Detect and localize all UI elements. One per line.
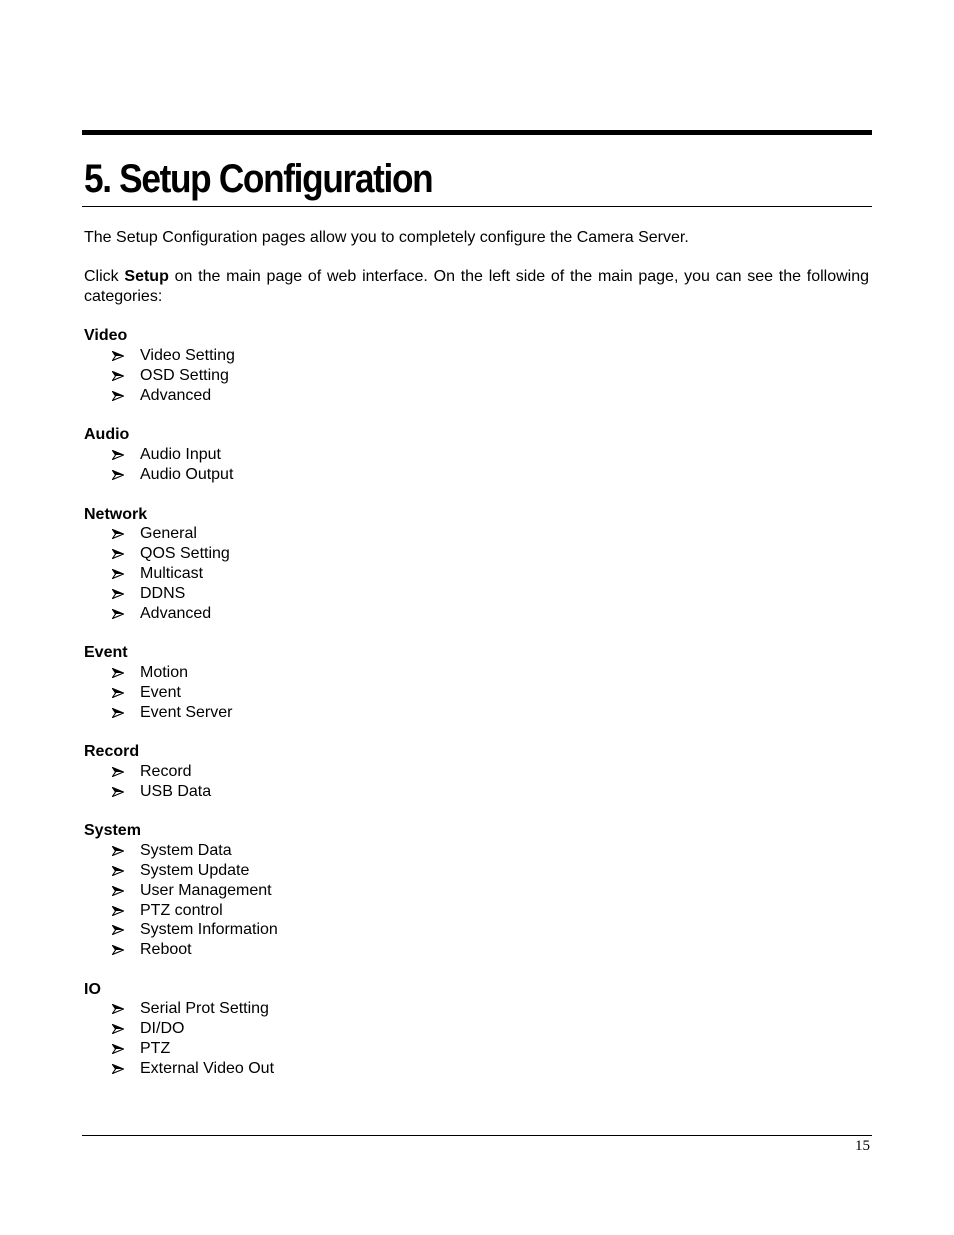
category-section	[84, 980, 869, 1079]
list-item	[84, 663, 869, 683]
list-item-label: User Management	[140, 881, 272, 899]
arrowhead-bullet-icon	[112, 940, 126, 960]
section-item-list	[84, 346, 869, 405]
list-item	[84, 683, 869, 703]
category-section	[84, 425, 869, 484]
section-item-list	[84, 999, 869, 1078]
arrowhead-bullet-icon	[112, 366, 126, 386]
arrowhead-bullet-icon	[112, 445, 126, 465]
list-item-label: External Video Out	[140, 1059, 275, 1077]
instructions-text-after: on the main page of web interface. On the left side of the main page, you can see the following categories:	[84, 268, 869, 306]
arrowhead-bullet-icon	[112, 564, 126, 584]
instructions-text-before: Click	[84, 268, 125, 286]
section-heading: Event	[84, 644, 128, 662]
list-item	[84, 445, 869, 465]
list-item-label: OSD Setting	[140, 366, 229, 384]
instructions-paragraph	[84, 267, 869, 307]
list-item	[84, 584, 869, 604]
list-item	[84, 386, 869, 406]
list-item-label: Advanced	[140, 604, 212, 622]
list-item	[84, 1059, 869, 1079]
arrowhead-bullet-icon	[112, 841, 126, 861]
arrowhead-bullet-icon	[112, 999, 126, 1019]
section-heading: System	[84, 822, 141, 840]
arrowhead-bullet-icon	[112, 663, 126, 683]
list-item	[84, 1019, 869, 1039]
list-item	[84, 524, 869, 544]
list-item	[84, 346, 869, 366]
list-item-label: Event Server	[140, 703, 233, 721]
setup-keyword: Setup	[124, 268, 169, 286]
list-item	[84, 604, 869, 624]
category-section	[84, 742, 869, 801]
arrowhead-bullet-icon	[112, 782, 126, 802]
list-item-label: USB Data	[140, 782, 212, 800]
list-item	[84, 841, 869, 861]
list-item	[84, 881, 869, 901]
list-item-label: DI/DO	[140, 1020, 185, 1038]
list-item-label: Audio Input	[140, 446, 221, 464]
list-item	[84, 999, 869, 1019]
top-rule	[82, 130, 872, 135]
list-item	[84, 901, 869, 921]
list-item	[84, 703, 869, 723]
section-item-list	[84, 445, 869, 485]
arrowhead-bullet-icon	[112, 901, 126, 921]
arrowhead-bullet-icon	[112, 1039, 126, 1059]
list-item-label: QOS Setting	[140, 545, 230, 563]
section-item-list	[84, 841, 869, 960]
document-body	[84, 228, 869, 1098]
list-item	[84, 564, 869, 584]
list-item	[84, 762, 869, 782]
title-rule	[82, 206, 872, 207]
list-item-label: General	[140, 525, 197, 543]
list-item	[84, 1039, 869, 1059]
page-number: 15	[855, 1138, 870, 1154]
list-item-label: PTZ	[140, 1040, 171, 1058]
category-sections	[84, 326, 869, 1078]
category-section	[84, 643, 869, 722]
intro-paragraph: The Setup Configuration pages allow you to completely configure the Camera Server.	[84, 229, 689, 246]
arrowhead-bullet-icon	[112, 604, 126, 624]
arrowhead-bullet-icon	[112, 683, 126, 703]
list-item-label: Video Setting	[140, 347, 235, 365]
list-item	[84, 861, 869, 881]
list-item-label: Serial Prot Setting	[140, 1000, 269, 1018]
section-heading: Network	[84, 505, 148, 523]
section-heading: Video	[84, 327, 128, 345]
section-item-list	[84, 524, 869, 623]
arrowhead-bullet-icon	[112, 584, 126, 604]
arrowhead-bullet-icon	[112, 346, 126, 366]
list-item-label: DDNS	[140, 584, 186, 602]
arrowhead-bullet-icon	[112, 1019, 126, 1039]
list-item	[84, 782, 869, 802]
list-item	[84, 920, 869, 940]
list-item-label: Audio Output	[140, 465, 234, 483]
list-item	[84, 366, 869, 386]
arrowhead-bullet-icon	[112, 386, 126, 406]
category-section	[84, 505, 869, 624]
section-heading: IO	[84, 980, 101, 998]
section-heading: Audio	[84, 426, 130, 444]
arrowhead-bullet-icon	[112, 762, 126, 782]
section-item-list	[84, 663, 869, 722]
list-item-label: Reboot	[140, 941, 192, 959]
list-item-label: Advanced	[140, 386, 212, 404]
category-section	[84, 326, 869, 405]
arrowhead-bullet-icon	[112, 920, 126, 940]
page-title: 5. Setup Configuration	[84, 157, 433, 201]
section-heading: Record	[84, 743, 140, 761]
list-item	[84, 544, 869, 564]
list-item-label: Event	[140, 683, 181, 701]
list-item-label: System Data	[140, 842, 232, 860]
list-item-label: System Update	[140, 861, 250, 879]
category-section	[84, 821, 869, 960]
list-item-label: Multicast	[140, 564, 204, 582]
arrowhead-bullet-icon	[112, 1059, 126, 1079]
arrowhead-bullet-icon	[112, 544, 126, 564]
list-item-label: System Information	[140, 921, 278, 939]
list-item	[84, 940, 869, 960]
list-item-label: Record	[140, 762, 192, 780]
section-item-list	[84, 762, 869, 802]
list-item-label: PTZ control	[140, 901, 223, 919]
arrowhead-bullet-icon	[112, 881, 126, 901]
arrowhead-bullet-icon	[112, 861, 126, 881]
arrowhead-bullet-icon	[112, 465, 126, 485]
list-item-label: Motion	[140, 663, 189, 681]
list-item	[84, 465, 869, 485]
footer-rule	[82, 1135, 872, 1136]
arrowhead-bullet-icon	[112, 524, 126, 544]
arrowhead-bullet-icon	[112, 703, 126, 723]
